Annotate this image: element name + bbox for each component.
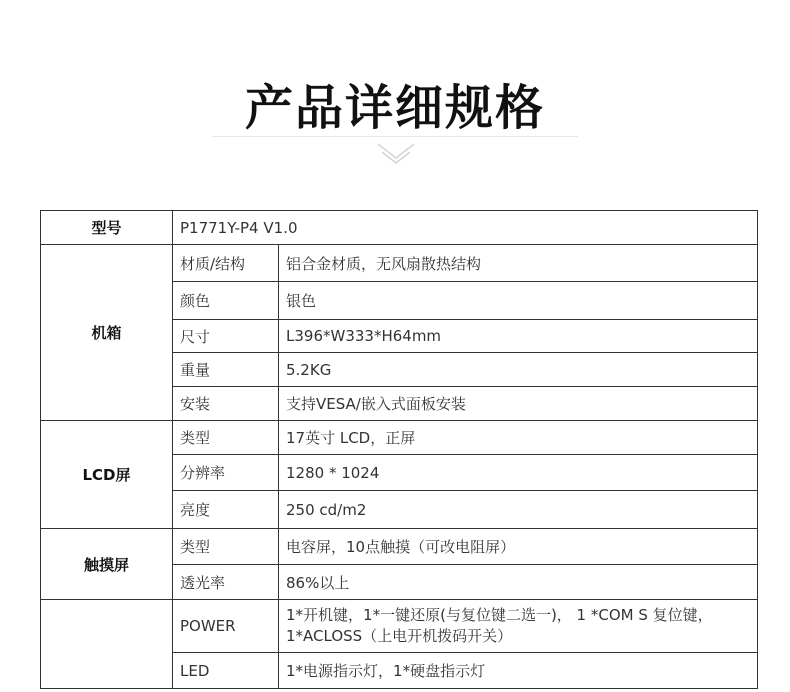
spec-value: 17英寸 LCD，正屏 <box>279 421 758 455</box>
spec-name: 材质/结构 <box>173 245 279 282</box>
spec-table <box>40 210 758 689</box>
title-divider <box>212 136 578 137</box>
spec-name: 重量 <box>173 353 279 387</box>
group-label-chassis: 机箱 <box>41 245 173 421</box>
spec-value: L396*W333*H64mm <box>279 320 758 353</box>
spec-value: 1*开机键，1*一键还原(与复位键二选一)， 1 *COM S 复位键，1*ACLOSS（上电开机拨码开关） <box>279 600 758 653</box>
spec-name: 类型 <box>173 529 279 565</box>
spec-name: 分辨率 <box>173 455 279 491</box>
spec-value: 86%以上 <box>279 565 758 600</box>
spec-name: 尺寸 <box>173 320 279 353</box>
spec-value: 1*电源指示灯，1*硬盘指示灯 <box>279 653 758 689</box>
spec-value: 5.2KG <box>279 353 758 387</box>
model-value: P1771Y-P4 V1.0 <box>173 211 758 245</box>
spec-name: LED <box>173 653 279 689</box>
spec-name: 颜色 <box>173 282 279 320</box>
table-row-model <box>41 211 758 245</box>
double-chevron-down-icon <box>376 138 416 170</box>
spec-value: 250 cd/m2 <box>279 491 758 529</box>
group-label-io <box>41 600 173 689</box>
spec-value: 铝合金材质，无风扇散热结构 <box>279 245 758 282</box>
spec-value: 电容屏，10点触摸（可改电阻屏） <box>279 529 758 565</box>
table-row <box>41 245 758 282</box>
spec-name: 类型 <box>173 421 279 455</box>
table-row <box>41 600 758 653</box>
spec-value: 1280 * 1024 <box>279 455 758 491</box>
table-row <box>41 421 758 455</box>
group-label-lcd: LCD屏 <box>41 421 173 529</box>
spec-name: POWER <box>173 600 279 653</box>
row-label-model: 型号 <box>41 211 173 245</box>
spec-name: 透光率 <box>173 565 279 600</box>
table-row <box>41 529 758 565</box>
spec-value: 支持VESA/嵌入式面板安装 <box>279 387 758 421</box>
spec-name: 安装 <box>173 387 279 421</box>
group-label-touch: 触摸屏 <box>41 529 173 600</box>
page-title: 产品详细规格 <box>244 80 545 136</box>
spec-value: 银色 <box>279 282 758 320</box>
spec-name: 亮度 <box>173 491 279 529</box>
